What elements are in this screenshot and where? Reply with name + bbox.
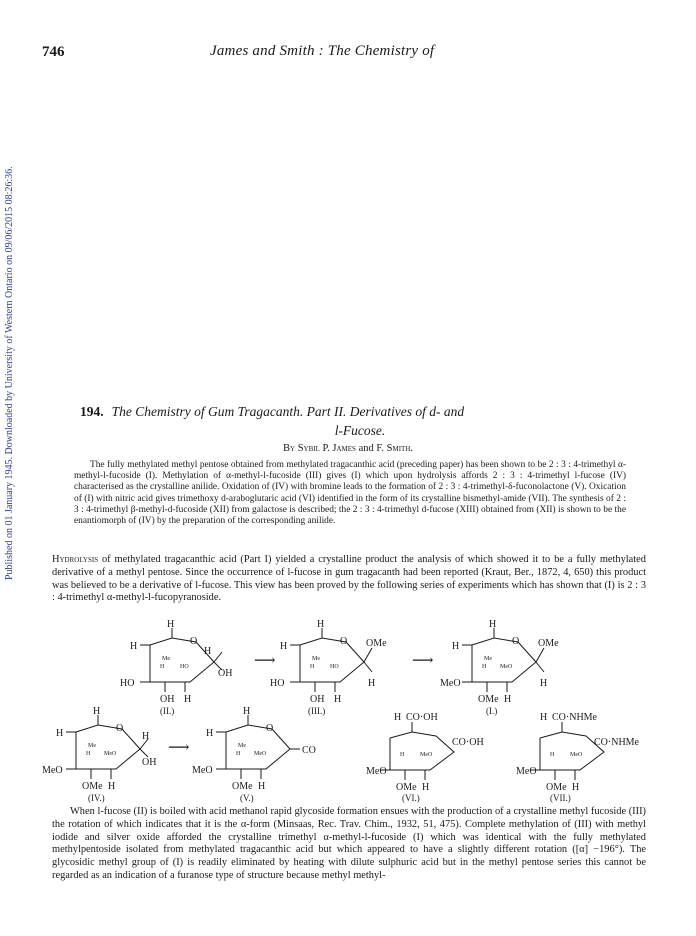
atom-label: Me bbox=[162, 656, 170, 662]
atom-label: H bbox=[86, 751, 91, 757]
atom-label: OH bbox=[218, 668, 233, 679]
article-title bbox=[80, 402, 640, 440]
atom-label: H bbox=[108, 781, 116, 792]
formula-label-VI: (VI.) bbox=[402, 793, 420, 803]
atom-label: H bbox=[280, 641, 288, 652]
abstract bbox=[74, 460, 626, 527]
atom-label: Me bbox=[484, 656, 492, 662]
atom-label: Me bbox=[238, 743, 246, 749]
atom-label: MeO bbox=[192, 765, 213, 776]
atom-label: MeO bbox=[104, 751, 117, 757]
atom-label: H bbox=[236, 751, 241, 757]
atom-label: O bbox=[340, 636, 348, 647]
atom-label: H bbox=[317, 620, 325, 630]
atom-label: MeO bbox=[420, 752, 433, 758]
atom-label: O bbox=[512, 636, 520, 647]
atom-label: H bbox=[540, 712, 548, 723]
atom-label: H bbox=[56, 728, 64, 739]
atom-label: H bbox=[93, 706, 101, 717]
author-2: F. Smith. bbox=[376, 443, 413, 454]
atom-label: OMe bbox=[232, 781, 253, 792]
formula-label-I: (I.) bbox=[486, 706, 498, 716]
atom-label: H bbox=[489, 620, 497, 630]
atom-label: CO·OH bbox=[452, 737, 484, 748]
atom-label: OMe bbox=[546, 782, 567, 793]
publication-stamp bbox=[4, 130, 18, 580]
atom-label: MeO bbox=[516, 766, 537, 777]
atom-label: O bbox=[116, 723, 124, 734]
atom-label: MeO bbox=[500, 664, 513, 670]
atom-label: MeO bbox=[440, 678, 461, 689]
atom-label: CO·OH bbox=[406, 712, 438, 723]
title-line-2: l-Fucose. bbox=[334, 423, 386, 438]
intro-text: of methylated tragacanthic acid (Part I) yielded a crystalline product the analysis of which showed it to be a fully methylated derivative of a methyl pentose. Since the occurrence of l-fucose in gum tragacanth had been reported (Kraut, Ber., 1872, 4, 650) this product was believed to be a derivative of l-fucose. This view has been proved by the following series of experiments which has shown that (I) is 2 : 3 : 4-trimethyl α-methyl-l-fucopyranoside. bbox=[52, 554, 646, 604]
atom-label: H bbox=[184, 694, 192, 705]
reaction-arrow: ⟶ bbox=[168, 740, 190, 756]
reaction-arrow: ⟶ bbox=[254, 653, 276, 669]
formula-label-II: (II.) bbox=[160, 706, 175, 716]
atom-label: OH bbox=[160, 694, 175, 705]
atom-label: H bbox=[400, 752, 405, 758]
atom-label: CO·NHMe bbox=[552, 712, 597, 723]
atom-label: H bbox=[204, 646, 212, 657]
introduction bbox=[52, 554, 646, 605]
atom-label: H bbox=[167, 620, 175, 630]
atom-label: MeO bbox=[42, 765, 63, 776]
structural-formulae bbox=[0, 620, 696, 805]
atom-label: H bbox=[206, 728, 214, 739]
abstract-text: The fully methylated methyl pentose obtained from methylated tragacanthic acid (preceding paper) has been shown to be 2 : 3 : 4-trimethyl α-methyl-l-fucoside (I). Methylation of α-methyl-l-fucoside (III) gives (I) which upon hydrolysis affords 2 : 3 : 4-trimethyl l-fucose (IV) characterised as the crystalline anilide. Oxidation of (IV) with bromine leads to the formation of 2 : 3 : 4-trimethyl-δ-fuconolactone (V). Oxication of (I) with nitric acid gives trimethoxy d-araboglutaric acid (VI) identified in the form of its crystalline bismethyl-amide (VII). The synthesis of 2 : 3 : 4-trimethyl β-methyl-d-fucoside (XII) from galactose is described; the 2 : 3 : 4-trimethyl d-fucose (XIII) obtained from (XII) is shown to be the enantiomorph of (IV) by the preparation of the corresponding anilide. bbox=[74, 460, 626, 527]
atom-label: H bbox=[243, 706, 251, 717]
atom-label: OMe bbox=[538, 638, 559, 649]
body-paragraph: When l-fucose (II) is boiled with acid methanol rapid glycoside formation ensues with the production of a crystalline methyl fucoside (III) the rotation of which indicates that it is the α-form (Minsaas, Rec. Trav. Chim., 1932, 51, 475). Complete methylation of (III) with methyl iodide and silver oxide afforded the crystalline trimethyl α-methyl-l-fucoside (I) which was identical with the fully methylated methylpentoside isolated from methylated tragacanthic acid but which appeared to have a slightly different rotation ([α] −196°). The glycosidic methyl group of (I) is readily eliminated by heating with dilute sulphuric acid but in the methyl pentose series this cannot be regarded as an indication of a furanose type of structure because methyl methyl- bbox=[52, 806, 646, 881]
title-line-1 bbox=[80, 402, 640, 421]
formula-label-V: (V.) bbox=[240, 793, 254, 803]
reaction-arrow: ⟶ bbox=[412, 653, 434, 669]
atom-label: OMe bbox=[396, 782, 417, 793]
atom-label: CO·NHMe bbox=[594, 737, 639, 748]
byline-by: By bbox=[283, 443, 296, 454]
title-text: The Chemistry of Gum Tragacanth. Part II. Derivatives of d- and bbox=[111, 404, 465, 419]
atom-label: H bbox=[310, 664, 315, 670]
author-1: Sybil P. James bbox=[297, 443, 356, 454]
atom-label: HO bbox=[120, 678, 135, 689]
atom-label: H bbox=[422, 782, 430, 793]
atom-label: H bbox=[130, 641, 138, 652]
intro-lead-word: Hydrolysis bbox=[52, 554, 99, 565]
formula-label-III: (III.) bbox=[308, 706, 326, 716]
atom-label: H bbox=[572, 782, 580, 793]
atom-label: O bbox=[266, 723, 274, 734]
byline bbox=[0, 443, 696, 454]
atom-label: H bbox=[160, 664, 165, 670]
atom-label: H bbox=[394, 712, 402, 723]
formula-label-VII: (VII.) bbox=[550, 793, 571, 803]
page-number: 746 bbox=[42, 44, 65, 60]
atom-label: Me bbox=[312, 656, 320, 662]
running-title: James and Smith : The Chemistry of bbox=[210, 43, 435, 59]
article-number: 194. bbox=[80, 404, 104, 419]
atom-label: MeO bbox=[570, 752, 583, 758]
atom-label: MeO bbox=[366, 766, 387, 777]
atom-label: MeO bbox=[254, 751, 267, 757]
atom-label: H bbox=[482, 664, 487, 670]
atom-label: OMe bbox=[366, 638, 387, 649]
atom-label: OH bbox=[142, 757, 157, 768]
atom-label: O bbox=[190, 636, 198, 647]
atom-label: HO bbox=[270, 678, 285, 689]
atom-label: OMe bbox=[478, 694, 499, 705]
atom-label: H bbox=[258, 781, 266, 792]
atom-label: Me bbox=[88, 743, 96, 749]
atom-label: H bbox=[550, 752, 555, 758]
body-text bbox=[52, 806, 646, 883]
atom-label: H bbox=[452, 641, 460, 652]
atom-label: H bbox=[334, 694, 342, 705]
formula-label-IV: (IV.) bbox=[88, 793, 105, 803]
atom-label: H bbox=[540, 678, 548, 689]
atom-label: H bbox=[142, 731, 150, 742]
atom-label: OMe bbox=[82, 781, 103, 792]
formulae-svg bbox=[0, 620, 696, 805]
atom-label: H bbox=[504, 694, 512, 705]
intro-paragraph bbox=[52, 554, 646, 605]
atom-label: CO bbox=[302, 745, 316, 756]
atom-label: HO bbox=[180, 664, 189, 670]
atom-label: OH bbox=[310, 694, 325, 705]
byline-and: and bbox=[358, 443, 374, 454]
atom-label: H bbox=[368, 678, 376, 689]
publication-stamp-text: Published on 01 January 1945. Downloaded by University of Western Ontario on 09/06/2015 08:26:36. bbox=[4, 166, 15, 580]
atom-label: HO bbox=[330, 664, 339, 670]
